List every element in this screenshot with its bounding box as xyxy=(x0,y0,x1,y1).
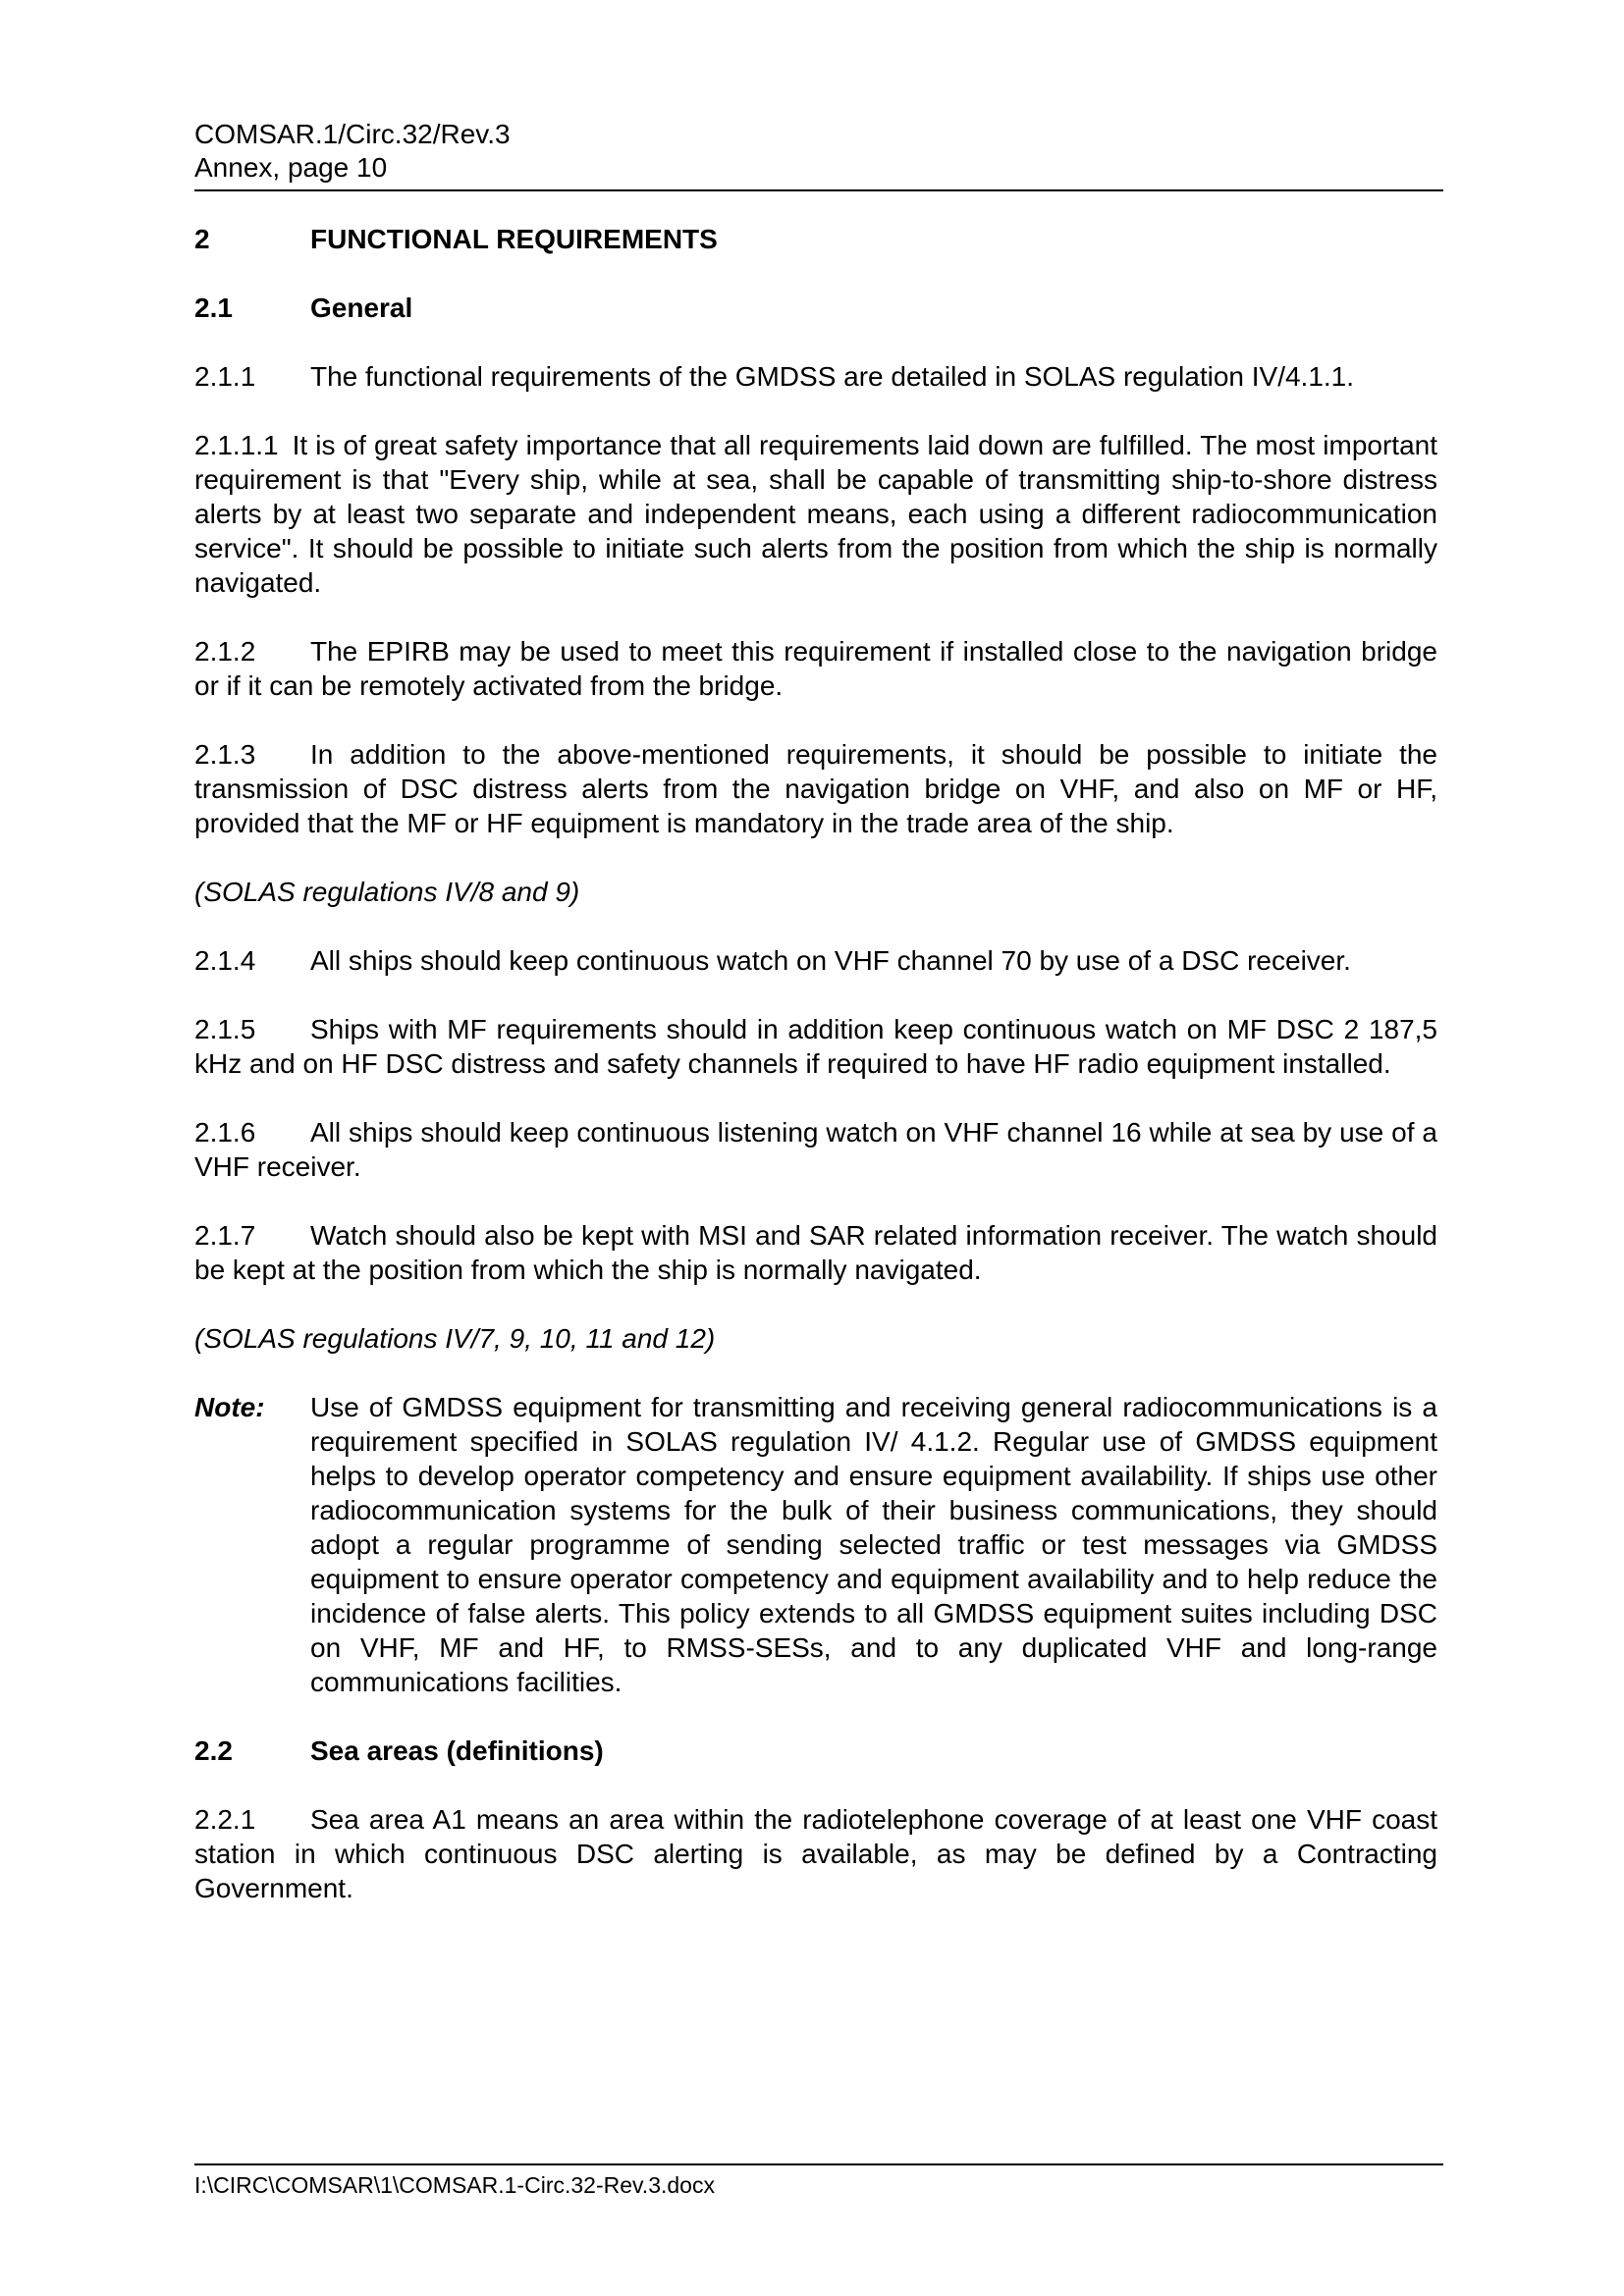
note-text: Use of GMDSS equipment for transmitting and receiving general radiocommunications is a requirement specified in SOLAS regulation IV/ 4.1.2. Regular use of GMDSS equipment helps to develop operator competency and ensure equipment availability. If ships use other radiocommunication systems for the bulk of their business communications, they should adopt a regular programme of sending selected traffic or test messages via GMDSS equipment to ensure operator competency and equipment availability and to help reduce the incidence of false alerts. This policy extends to all GMDSS equipment suites including DSC on VHF, MF and HF, to RMSS-SESs, and to any duplicated VHF and long-range communications facilities. xyxy=(310,1392,1437,1697)
paragraph-2-1-1 xyxy=(194,359,1437,394)
paragraph-number: 2.1.2 xyxy=(194,636,256,667)
paragraph-number: 2.1.4 xyxy=(194,945,256,976)
page-label: Annex, page 10 xyxy=(194,152,388,183)
paragraph-2-2-1 xyxy=(194,1802,1437,1905)
paragraph-text: Sea area A1 means an area within the radiotelephone coverage of at least one VHF coast station in which continuous DSC alerting is available, as may be defined by a Contracting Government. xyxy=(194,1804,1437,1903)
paragraph-text: It is of great safety importance that all requirements laid down are fulfilled. The most important requirement is that "Every ship, while at sea, shall be capable of transmitting ship-to-shore distress alerts by at least two separate and independent means, each using a different radiocommunication service". It should be possible to initiate such alerts from the position from which the ship is normally navigated. xyxy=(194,430,1437,598)
section-number: 2 xyxy=(194,224,210,254)
document-reference: COMSAR.1/Circ.32/Rev.3 xyxy=(194,119,511,149)
header-divider xyxy=(194,189,1443,191)
paragraph-2-1-5 xyxy=(194,1012,1437,1081)
paragraph-text: All ships should keep continuous watch on VHF channel 70 by use of a DSC receiver. xyxy=(310,945,1351,976)
page-header xyxy=(194,118,1443,185)
note-label: Note: xyxy=(194,1392,265,1422)
paragraph-number: 2.2.1 xyxy=(194,1804,256,1835)
paragraph-number: 2.1.7 xyxy=(194,1220,256,1251)
section-title: General xyxy=(310,293,413,323)
section-number: 2.1 xyxy=(194,293,233,323)
paragraph-text: The EPIRB may be used to meet this requirement if installed close to the navigation bridge or if it can be remotely activated from the bridge. xyxy=(194,636,1437,701)
paragraph-2-1-3 xyxy=(194,737,1437,840)
section-heading-2-1 xyxy=(194,291,1437,325)
footer-divider xyxy=(194,2163,1443,2165)
paragraph-text: Ships with MF requirements should in addition keep continuous watch on MF DSC 2 187,5 kHz and on HF DSC distress and safety channels if required to have HF radio equipment installed. xyxy=(194,1014,1437,1079)
paragraph-number: 2.1.1.1 xyxy=(194,430,279,460)
document-body xyxy=(194,222,1437,1905)
section-number: 2.2 xyxy=(194,1735,233,1766)
paragraph-2-1-7 xyxy=(194,1218,1437,1287)
paragraph-text: All ships should keep continuous listening watch on VHF channel 16 while at sea by use of a VHF receiver. xyxy=(194,1117,1437,1182)
solas-reference-1: (SOLAS regulations IV/8 and 9) xyxy=(194,877,580,907)
paragraph-2-1-6 xyxy=(194,1115,1437,1184)
paragraph-text: Watch should also be kept with MSI and SAR related information receiver. The watch should be kept at the position from which the ship is normally navigated. xyxy=(194,1220,1437,1285)
paragraph-text: The functional requirements of the GMDSS are detailed in SOLAS regulation IV/4.1.1. xyxy=(310,361,1355,392)
section-title: FUNCTIONAL REQUIREMENTS xyxy=(310,224,718,254)
section-title: Sea areas (definitions) xyxy=(310,1735,604,1766)
paragraph-2-1-2 xyxy=(194,634,1437,703)
paragraph-text: In addition to the above-mentioned requirements, it should be possible to initiate the transmission of DSC distress alerts from the navigation bridge on VHF, and also on MF or HF, provided that the MF or HF equipment is mandatory in the trade area of the ship. xyxy=(194,739,1437,838)
paragraph-2-1-4 xyxy=(194,943,1437,978)
paragraph-number: 2.1.1 xyxy=(194,361,256,392)
paragraph-number: 2.1.5 xyxy=(194,1014,256,1044)
section-heading-2-2 xyxy=(194,1734,1437,1768)
paragraph-number: 2.1.3 xyxy=(194,739,256,770)
section-heading-2 xyxy=(194,222,1437,256)
solas-reference-2: (SOLAS regulations IV/7, 9, 10, 11 and 12) xyxy=(194,1323,716,1354)
footer-file-path: I:\CIRC\COMSAR\1\COMSAR.1-Circ.32-Rev.3.docx xyxy=(194,2172,715,2198)
paragraph-2-1-1-1 xyxy=(194,428,1437,600)
paragraph-number: 2.1.6 xyxy=(194,1117,256,1148)
note-block xyxy=(194,1390,1437,1699)
